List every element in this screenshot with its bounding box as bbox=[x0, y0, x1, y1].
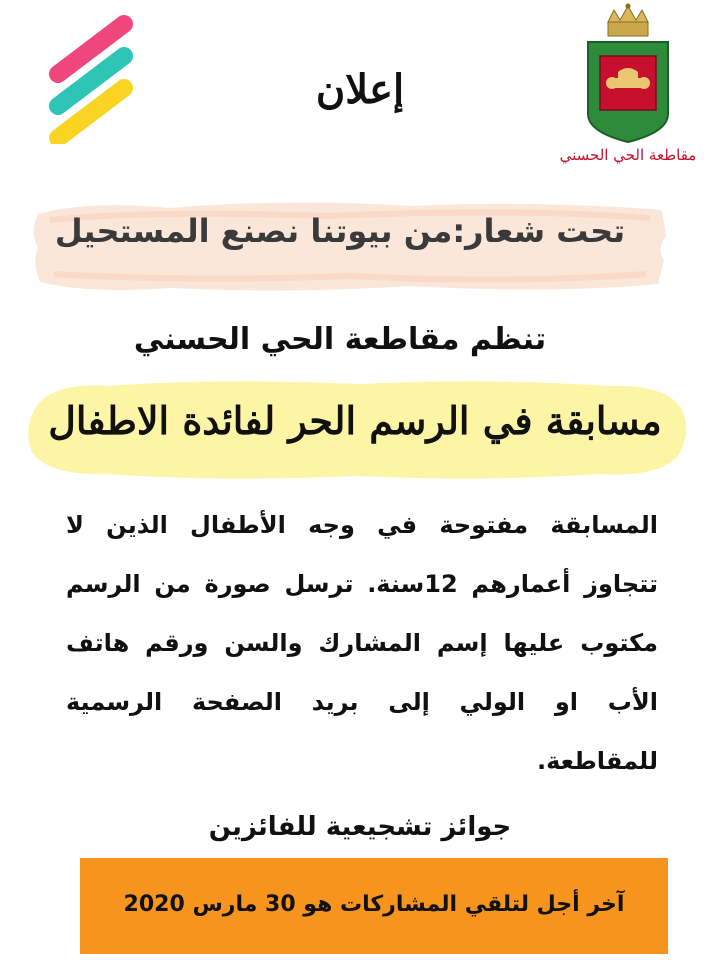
emblem-caption: مقاطعة الحي الحسني bbox=[559, 146, 697, 164]
brand-stripes-logo bbox=[44, 14, 140, 144]
deadline-banner bbox=[80, 858, 668, 954]
deadline-text: آخر أجل لتلقي المشاركات هو 30 مارس 2020 bbox=[123, 892, 625, 917]
prizes-line: جوائز تشجيعية للفائزين bbox=[208, 812, 512, 842]
crown-icon bbox=[608, 4, 648, 37]
contest-title: مسابقة في الرسم الحر لفائدة الاطفال bbox=[48, 398, 662, 443]
organizer-heading: تنظم مقاطعة الحي الحسني bbox=[133, 322, 547, 357]
announcement-body: المسابقة مفتوحة في وجه الأطفال الذين لا تتجاوز أعمارهم 12سنة. ترسل صورة من الرسم مكتوب عليها إسم المشارك والسن ورقم هاتف الأب او الولي إلى بريد الصفحة الرسمية للمقاطعة. bbox=[66, 511, 658, 775]
page-title: إعلان bbox=[315, 66, 405, 113]
slogan-text: تحت شعار:من بيوتنا نصنع المستحيل bbox=[54, 212, 626, 250]
district-emblem-logo bbox=[572, 2, 684, 170]
